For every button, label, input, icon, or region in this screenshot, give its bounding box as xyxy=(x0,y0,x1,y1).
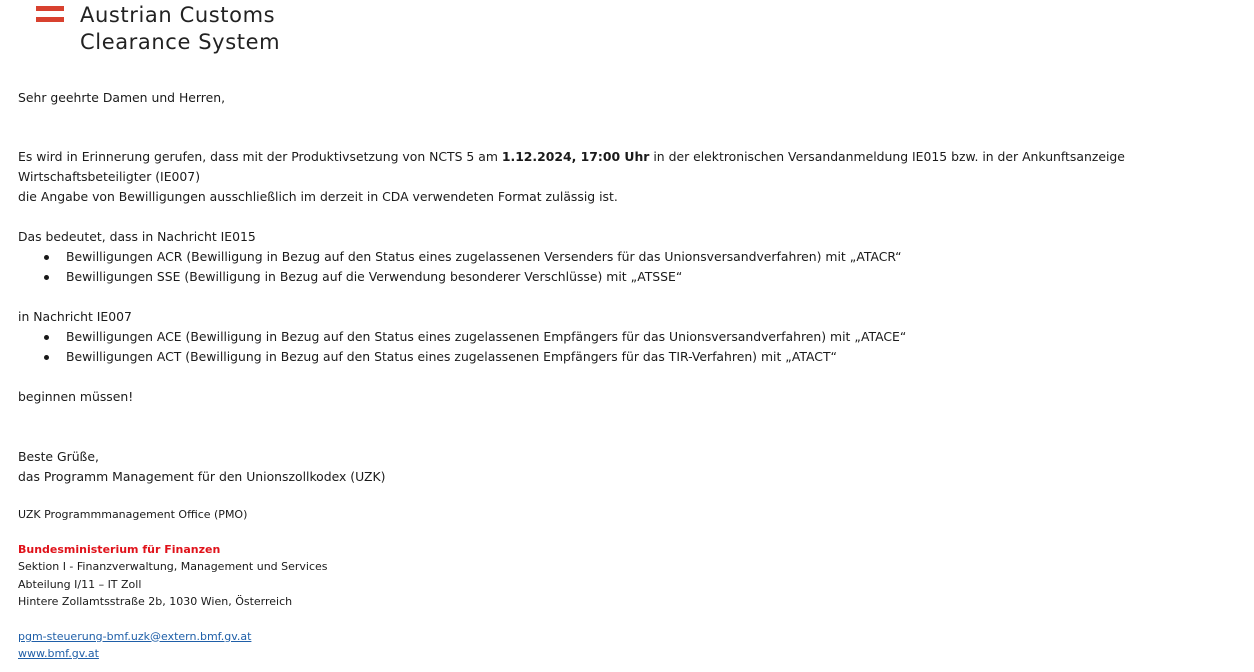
logo-line-2: Clearance System xyxy=(80,30,281,54)
logo-line-1: Austrian Customs xyxy=(80,3,276,27)
acs-logo xyxy=(36,2,306,56)
austria-flag-icon xyxy=(36,4,64,22)
email-link[interactable]: pgm-steuerung-bmf.uzk@extern.bmf.gv.at xyxy=(18,629,252,643)
sender: das Programm Management für den Unionszollkodex (UZK) xyxy=(18,469,386,484)
intro-text-start: Es wird in Erinnerung gerufen, dass mit der Produktivsetzung von NCTS 5 am xyxy=(18,149,502,164)
website-link[interactable]: www.bmf.gv.at xyxy=(18,647,99,660)
signature-office: UZK Programmmanagement Office (PMO) xyxy=(18,508,248,521)
logo-text xyxy=(80,2,280,56)
signature-address: Hintere Zollamtsstraße 2b, 1030 Wien, Österreich xyxy=(18,595,293,608)
ie015-lead: Das bedeutet, dass in Nachricht IE015 xyxy=(18,229,256,244)
ie007-list xyxy=(18,327,1250,367)
ie015-list xyxy=(18,247,1250,287)
intro-paragraph xyxy=(18,147,1250,187)
regards: Beste Grüße, xyxy=(18,449,99,464)
ie007-lead: in Nachricht IE007 xyxy=(18,309,132,324)
list-item: Bewilligungen SSE (Bewilligung in Bezug auf die Verwendung besonderer Verschlüsse) mit „ATSSE“ xyxy=(18,267,1250,287)
greeting: Sehr geehrte Damen und Herren, xyxy=(18,90,226,105)
signature-department: Abteilung I/11 – IT Zoll xyxy=(18,577,142,591)
signature-ministry: Bundesministerium für Finanzen xyxy=(18,542,221,556)
intro-line-2: die Angabe von Bewilligungen ausschließlich im derzeit in CDA verwendeten Format zulässig ist. xyxy=(18,189,618,204)
list-item: Bewilligungen ACR (Bewilligung in Bezug auf den Status eines zugelassenen Versenders für das Unionsversandverfahren) mit „ATACR“ xyxy=(18,247,1250,267)
signature-links xyxy=(18,628,818,663)
mail-body xyxy=(18,88,1250,487)
signature-section: Sektion I - Finanzverwaltung, Management und Services xyxy=(18,560,328,573)
intro-date: 1.12.2024, 17:00 Uhr xyxy=(501,149,650,164)
intro-text-end: in der elektronischen Versandanmeldung IE015 bzw. in der Ankunftsanzeige Wirtschaftsbeteiligter (IE007) xyxy=(18,149,1125,184)
list-item: Bewilligungen ACE (Bewilligung in Bezug auf den Status eines zugelassenen Empfängers für das Unionsversandverfahren) mit „ATACE“ xyxy=(18,327,1250,347)
closing-statement: beginnen müssen! xyxy=(18,389,134,404)
signature-block xyxy=(18,506,818,663)
list-item: Bewilligungen ACT (Bewilligung in Bezug auf den Status eines zugelassenen Empfängers für das TIR-Verfahren) mit „ATACT“ xyxy=(18,347,1250,367)
